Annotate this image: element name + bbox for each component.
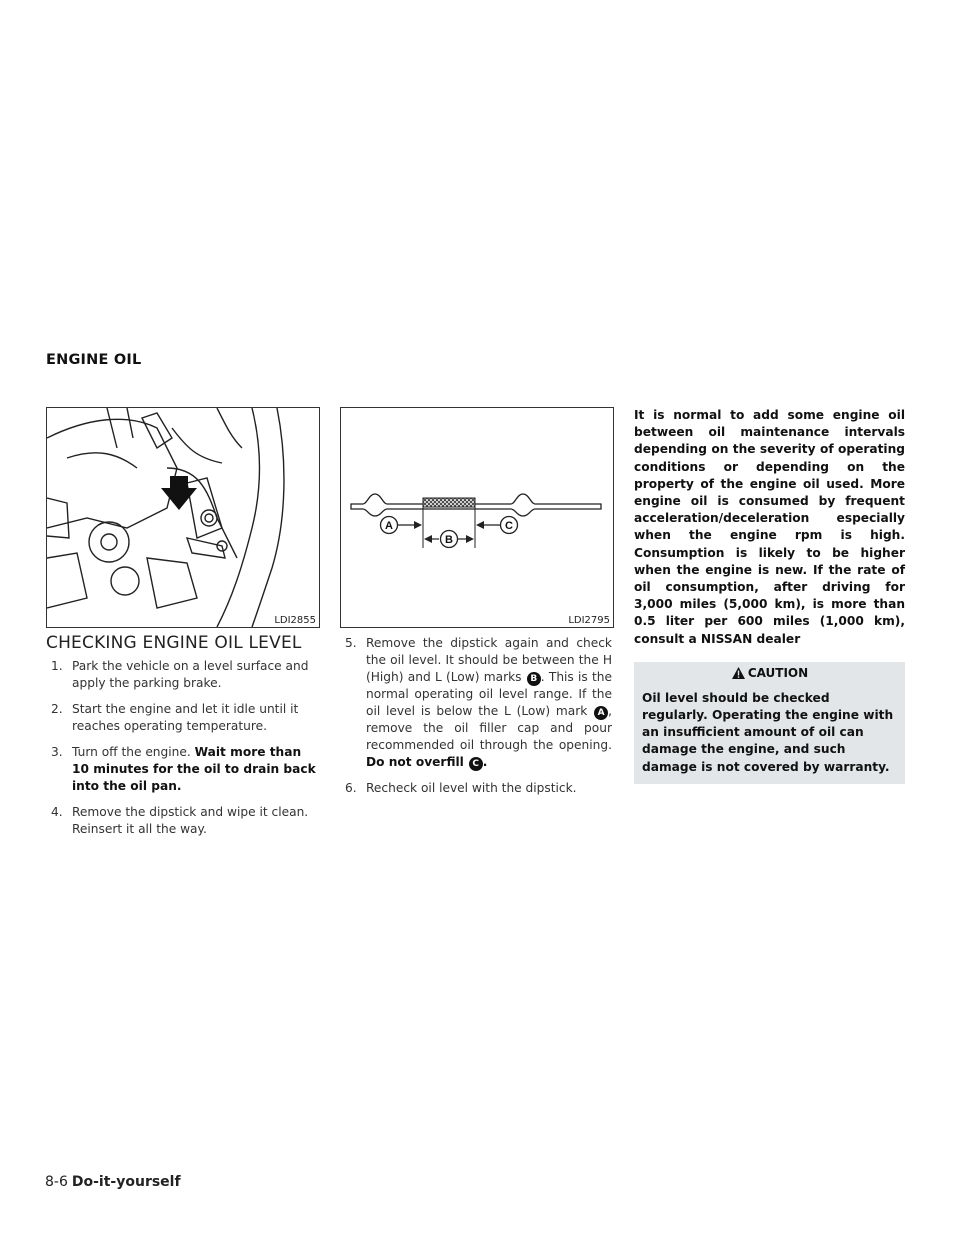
step-number: 6. [345, 781, 357, 795]
middle-column [340, 635, 612, 806]
list-item [46, 804, 318, 838]
step-bold-text: Do not overfill [366, 755, 464, 769]
list-item [340, 780, 612, 797]
page-number: 8-6 [45, 1174, 68, 1190]
marker-c-icon: C [469, 757, 483, 771]
step-text: Turn off the engine. [72, 745, 191, 759]
step-text: . This is the normal operating oil level range. If the oil level is below the L (Low) mark [366, 670, 613, 718]
step-number: 5. [345, 636, 357, 650]
list-item [46, 701, 318, 735]
dipstick-figure [340, 407, 614, 628]
step-text: Remove the dipstick again and check the oil level. It should be between the H (High) and L (Low) marks [366, 636, 612, 684]
left-column [46, 635, 318, 847]
list-item [46, 658, 318, 692]
oil-consumption-paragraph: It is normal to add some engine oil between oil maintenance intervals depending on the severity of operating conditions or depending on the property of the engine oil used. More engine oil is consumed by frequent acceleration/deceleration especially when the engine rpm is high. Consumption is likely to be higher when the engine is new. If the rate of oil consumption, after driving for 3,000 miles (5,000 km), is more than 0.5 liter per 600 miles (1,000 km), consult a NISSAN dealer [634, 408, 905, 646]
page-footer [45, 1174, 181, 1190]
step-text: Park the vehicle on a level surface and apply the parking brake. [72, 659, 309, 690]
caution-header [634, 662, 905, 684]
step-text: Remove the dipstick and wipe it clean. Reinsert it all the way. [72, 805, 309, 836]
marker-c: C [505, 520, 513, 532]
chapter-title: Do-it-yourself [71, 1174, 181, 1190]
step-number: 3. [51, 745, 63, 759]
figure-label: LDI2855 [274, 615, 316, 626]
step-number: 2. [51, 702, 63, 716]
step-number: 4. [51, 805, 63, 819]
marker-a: A [385, 520, 393, 532]
engine-bay-figure [46, 407, 320, 628]
list-item [46, 744, 318, 795]
caution-title: CAUTION [747, 665, 809, 680]
marker-b: B [445, 534, 453, 546]
warning-icon [731, 666, 746, 680]
marker-a-icon: A [594, 706, 608, 720]
engine-bay-illustration [47, 408, 319, 627]
step-number: 1. [51, 659, 63, 673]
step-text: Recheck oil level with the dipstick. [366, 781, 577, 795]
steps-list [340, 635, 612, 797]
marker-b-icon: B [527, 672, 541, 686]
section-title: ENGINE OIL [46, 352, 142, 368]
figure-label: LDI2795 [568, 615, 610, 626]
caution-text: Oil level should be checked regularly. Operating the engine with an insufficient amount of oil can damage the engine, and such damage is not covered by warranty. [642, 690, 894, 774]
step-bold-text: Wait more than 10 minutes for the oil to drain back into the oil pan. [72, 745, 316, 793]
right-column [634, 407, 905, 784]
step-text: , remove the oil filler cap and pour recommended oil through the opening. [366, 704, 612, 752]
step-end: . [482, 755, 488, 769]
list-item [340, 635, 612, 771]
heading: CHECKING ENGINE OIL LEVEL [46, 633, 302, 653]
dipstick-illustration [341, 408, 613, 627]
step-text: Start the engine and let it idle until it reaches operating temperature. [72, 702, 299, 733]
caution-box [634, 662, 905, 784]
steps-list [46, 658, 318, 838]
